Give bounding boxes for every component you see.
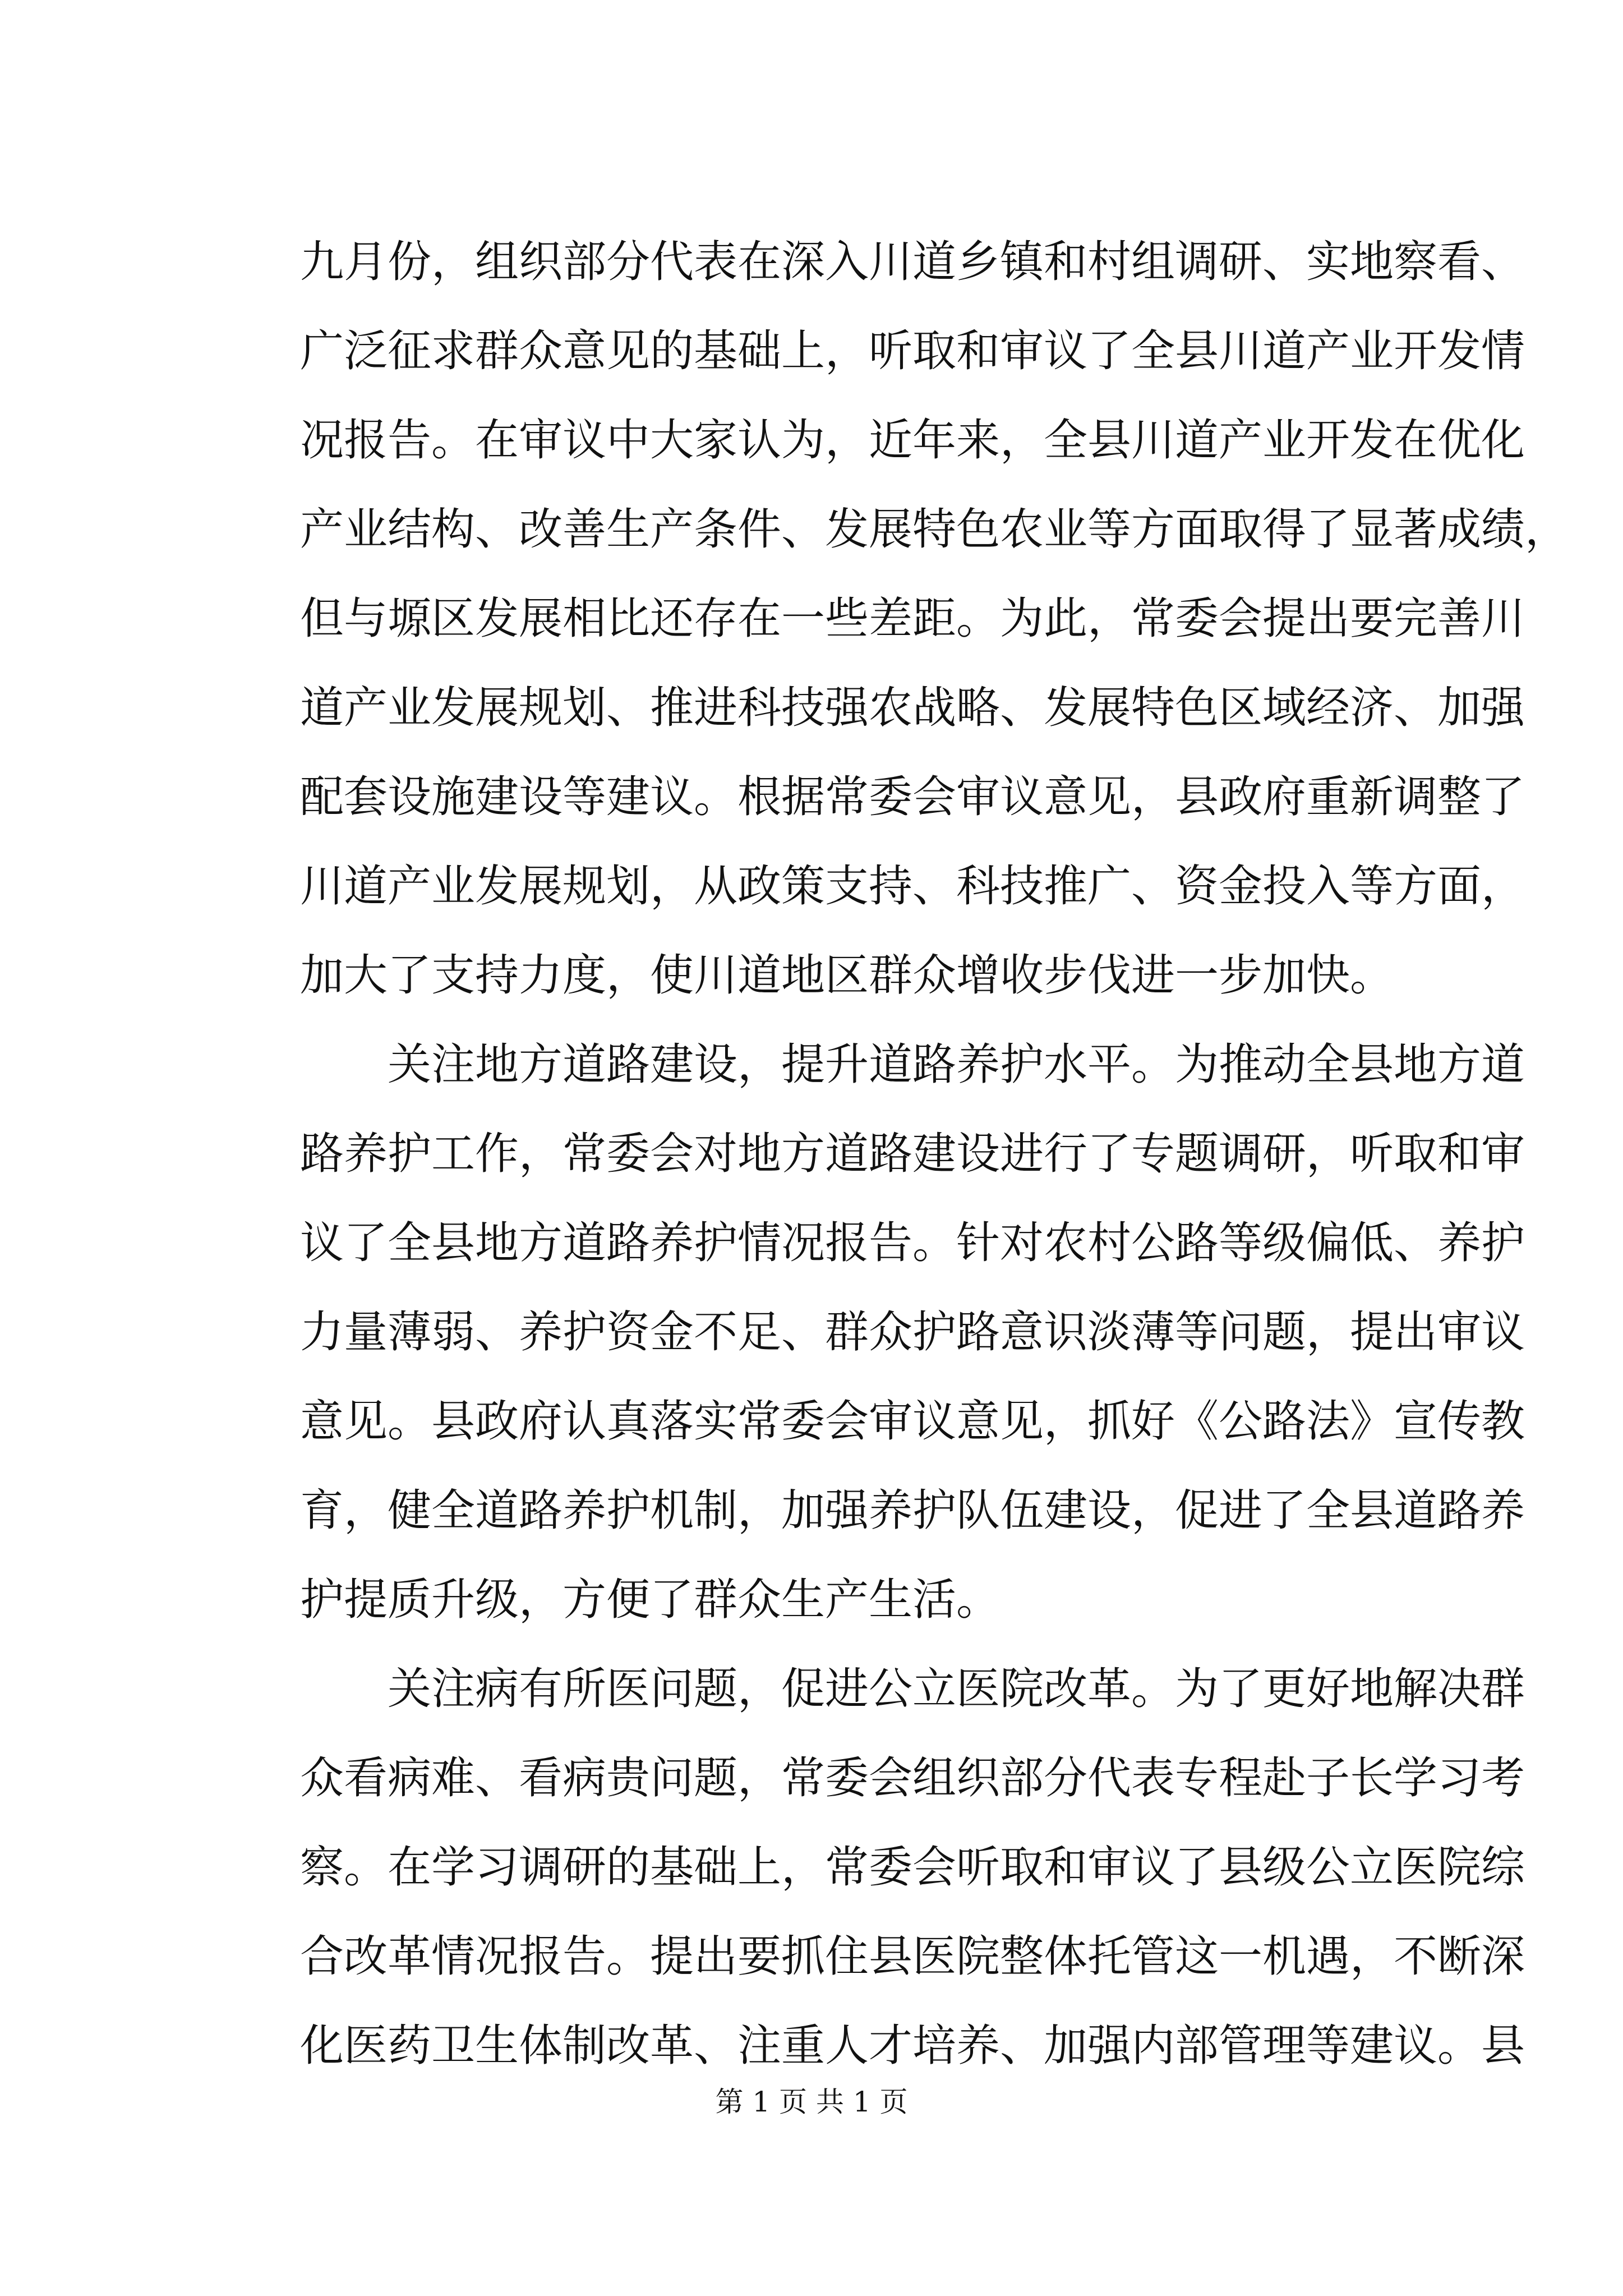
text-line: 产业结构、改善生产条件、发展特色农业等方面取得了显著成绩， xyxy=(300,504,1569,555)
text-line: 合改革情况报告。提出要抓住县医院整体托管这一机遇，不断深 xyxy=(300,1931,1525,1982)
text-line: 川道产业发展规划，从政策支持、科技推广、资金投入等方面， xyxy=(300,861,1525,912)
text-line: 加大了支持力度，使川道地区群众增收步伐进一步加快。 xyxy=(300,950,1394,1001)
text-line: 配套设施建设等建议。根据常委会审议意见，县政府重新调整了 xyxy=(300,772,1525,822)
text-line: 察。在学习调研的基础上，常委会听取和审议了县级公立医院综 xyxy=(300,1842,1525,1893)
paragraph-start-line: 关注地方道路建设，提升道路养护水平。为推动全县地方道 xyxy=(300,1039,1525,1090)
text-line: 力量薄弱、养护资金不足、群众护路意识淡薄等问题，提出审议 xyxy=(300,1307,1525,1358)
text-line: 护提质升级，方便了群众生产生活。 xyxy=(300,1575,1000,1625)
text-line: 众看病难、看病贵问题，常委会组织部分代表专程赴子长学习考 xyxy=(300,1753,1525,1803)
text-line: 议了全县地方道路养护情况报告。针对农村公路等级偏低、养护 xyxy=(300,1218,1525,1268)
text-line: 育，健全道路养护机制，加强养护队伍建设，促进了全县道路养 xyxy=(300,1485,1525,1536)
text-line: 广泛征求群众意见的基础上，听取和审议了全县川道产业开发情 xyxy=(300,326,1525,376)
text-line: 路养护工作，常委会对地方道路建设进行了专题调研，听取和审 xyxy=(300,1129,1525,1179)
text-line: 九月份，组织部分代表在深入川道乡镇和村组调研、实地察看、 xyxy=(300,237,1525,287)
text-line: 意见。县政府认真落实常委会审议意见，抓好《公路法》宣传教 xyxy=(300,1396,1525,1447)
page-number-footer: 第 1 页 共 1 页 xyxy=(715,2086,908,2118)
text-line: 化医药卫生体制改革、注重人才培养、加强内部管理等建议。县 xyxy=(300,2021,1525,2071)
document-body xyxy=(300,218,1569,2091)
paragraph-start-line: 关注病有所医问题，促进公立医院改革。为了更好地解决群 xyxy=(300,1664,1525,1714)
text-line: 但与塬区发展相比还存在一些差距。为此，常委会提出要完善川 xyxy=(300,593,1525,644)
text-line: 况报告。在审议中大家认为，近年来，全县川道产业开发在优化 xyxy=(300,415,1525,466)
text-line: 道产业发展规划、推进科技强农战略、发展特色区域经济、加强 xyxy=(300,683,1525,733)
